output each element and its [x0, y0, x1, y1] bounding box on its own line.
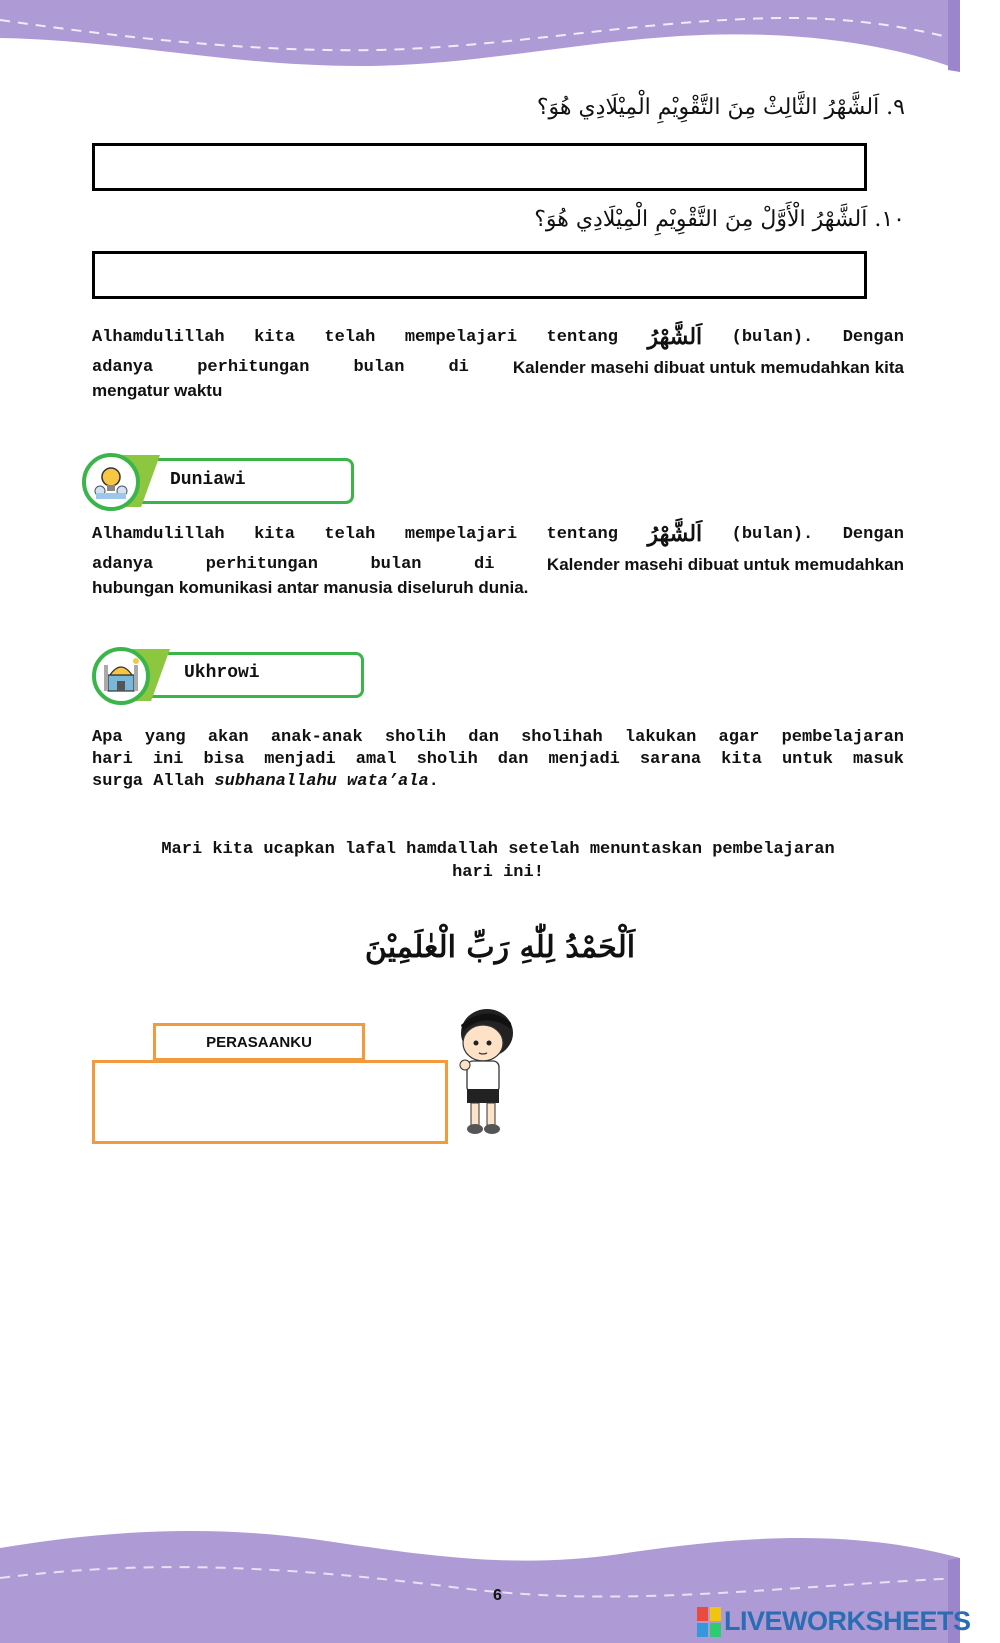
hamdalah-calligraphy: اَلْحَمْدُ لِلّٰهِ رَبِّ الْعٰلَمِيْنَ — [364, 930, 636, 965]
liveworksheets-logo-icon — [697, 1607, 721, 1637]
ukhrowi-badge — [92, 647, 150, 705]
boy-illustration — [445, 1003, 525, 1148]
feeling-tab — [153, 1023, 365, 1061]
answer-box-9[interactable] — [92, 143, 867, 191]
ukhrowi-label: Ukhrowi — [184, 663, 260, 683]
mosque-icon — [96, 651, 146, 701]
arabic-term: اَلشَّهْرُ — [647, 324, 703, 350]
question-9: ٩. اَلشَّهْرُ الثَّالِثْ مِنَ التَّقْوِيْمِ الْمِيْلَادِي هُوَ؟ — [536, 95, 905, 120]
question-10: ١٠. اَلشَّهْرُ الْأَوَّلْ مِنَ التَّقْوِيْمِ الْمِيْلَادِي هُوَ؟ — [534, 207, 905, 232]
closing-text: Mari kita ucapkan lafal hamdallah setelah menuntaskan pembelajaran hari ini! — [161, 840, 835, 882]
brand-name: LIVEWORKSHEETS — [724, 1606, 971, 1636]
brand-logo — [697, 1606, 971, 1637]
header-wave — [0, 0, 1000, 90]
feeling-tab-label: PERASAANKU — [206, 1033, 312, 1051]
feeling-answer-box[interactable] — [92, 1060, 448, 1144]
duniawi-paragraph: Alhamdulillah kita telah mempelajari tentang اَلشَّهْرُ (bulan). Dengan adanya perhitungan bulan di Kalender masehi dibuat untuk memudahkan hubungan komunikasi antar manusia diseluruh dunia. — [92, 521, 904, 597]
duniawi-badge — [82, 453, 140, 511]
ukhrowi-paragraph: Apa yang akan anak-anak sholih dan sholihah lakukan agar pembelajaran hari ini bisa menjadi amal sholih dan menjadi sarana kita untuk masuk surga Allah subhanallahu wata’ala. — [92, 728, 904, 791]
duniawi-label: Duniawi — [170, 470, 246, 490]
page-number: 6 — [493, 1587, 502, 1604]
intro-paragraph: Alhamdulillah kita telah mempelajari tentang اَلشَّهْرُ (bulan). Dengan adanya perhitungan bulan di Kalender masehi dibuat untuk memudahkan kita mengatur waktu — [92, 324, 904, 400]
arabic-term: اَلشَّهْرُ — [647, 521, 703, 547]
answer-box-10[interactable] — [92, 251, 867, 299]
lightbulb-icon — [86, 457, 136, 507]
